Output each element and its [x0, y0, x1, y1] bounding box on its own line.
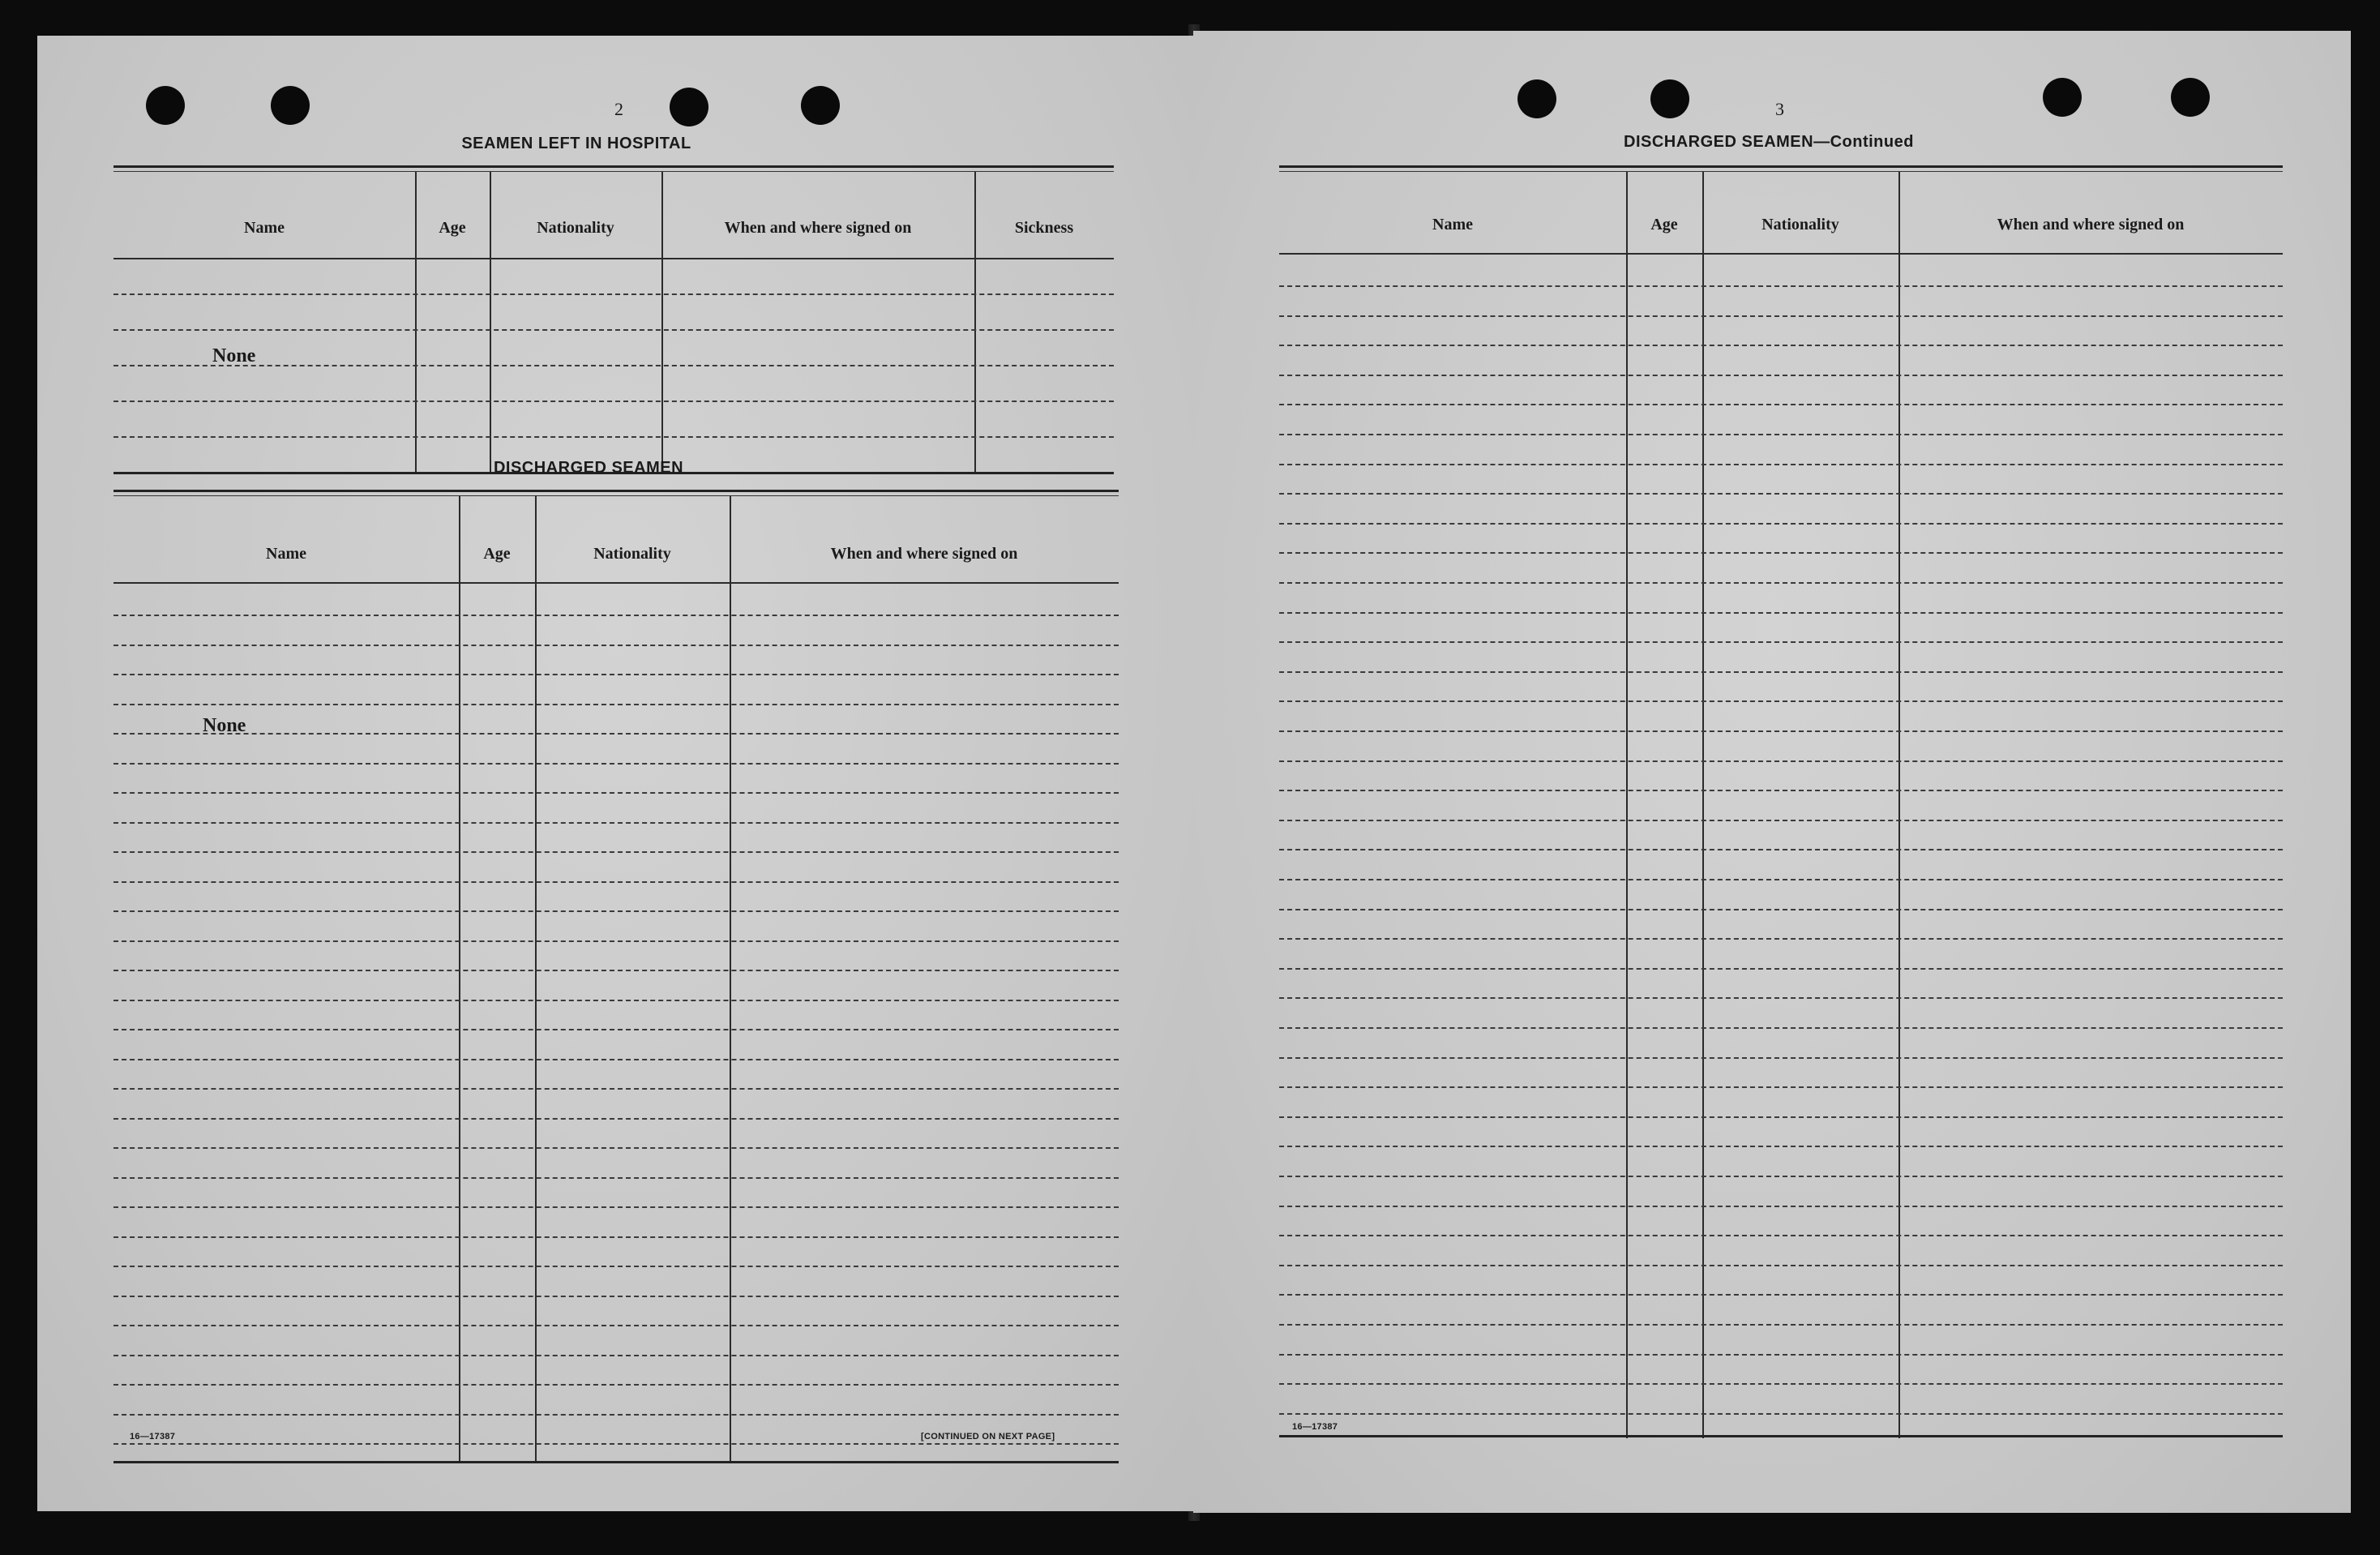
ruled-line: [113, 1088, 1119, 1090]
ruled-line: [1279, 1027, 2283, 1029]
ruled-line: [113, 1384, 1119, 1386]
ruled-line: [113, 1443, 1119, 1445]
column-header-name: Name: [1432, 216, 1473, 233]
column-header-age: Age: [1650, 216, 1678, 233]
ruled-line: [1279, 938, 2283, 940]
ruled-line: [1279, 641, 2283, 643]
ruled-line: [113, 1236, 1119, 1238]
ruled-line: [113, 1206, 1119, 1208]
ruled-line: [1279, 760, 2283, 762]
ruled-line: [1279, 700, 2283, 702]
ruled-line: [113, 1029, 1119, 1030]
ruled-line: [1279, 1057, 2283, 1059]
page-number: 3: [1775, 99, 1784, 119]
ruled-line: [1279, 434, 2283, 435]
ruled-line: [1279, 730, 2283, 732]
ruled-line: [113, 1059, 1119, 1060]
ruled-line: [1279, 671, 2283, 673]
column-header-signed-on: When and where signed on: [724, 219, 912, 237]
ruled-line: [1279, 879, 2283, 880]
ruled-line: [113, 1414, 1119, 1416]
ruled-line: [113, 674, 1119, 675]
ruled-line: [113, 1118, 1119, 1120]
discharged-table: [113, 490, 1119, 1463]
ruled-line: [1279, 909, 2283, 910]
punch-hole: [146, 86, 185, 125]
punch-hole: [2171, 78, 2210, 117]
right-page: [1193, 31, 2351, 1513]
ruled-line: [113, 970, 1119, 971]
ruled-line: [1279, 464, 2283, 465]
ruled-line: [113, 704, 1119, 705]
ruled-line: [1279, 1116, 2283, 1118]
column-header-nationality: Nationality: [537, 219, 614, 237]
ruled-line: [1279, 1413, 2283, 1415]
discharged-section-title: DISCHARGED SEAMEN: [493, 459, 684, 477]
ruled-line: [113, 1266, 1119, 1267]
hospital-table: [113, 165, 1114, 473]
punch-hole: [1650, 79, 1689, 118]
column-header-sickness: Sickness: [1014, 219, 1074, 237]
column-header-signed-on: When and where signed on: [830, 545, 1018, 563]
ruled-line: [1279, 1176, 2283, 1177]
page-number: 2: [614, 99, 623, 119]
form-number: 16—17387: [130, 1432, 176, 1441]
ruled-line: [113, 851, 1119, 853]
ruled-line: [1279, 582, 2283, 584]
ruled-line: [1279, 849, 2283, 850]
column-header-nationality: Nationality: [593, 545, 671, 563]
punch-hole: [801, 86, 840, 125]
ruled-line: [1279, 1324, 2283, 1326]
ruled-line: [1279, 1146, 2283, 1147]
column-header-age: Age: [483, 545, 511, 563]
ruled-line: [1279, 968, 2283, 970]
ruled-line: [1279, 1206, 2283, 1207]
column-header-name: Name: [266, 545, 306, 563]
ruled-line: [113, 615, 1119, 616]
ruled-line: [113, 822, 1119, 824]
ruled-line: [1279, 1354, 2283, 1356]
ruled-line: [1279, 1086, 2283, 1088]
ruled-line: [113, 792, 1119, 794]
ruled-line: [1279, 790, 2283, 791]
ruled-line: [1279, 375, 2283, 376]
ruled-line: [1279, 820, 2283, 821]
ruled-line: [1279, 612, 2283, 614]
ruled-line: [113, 881, 1119, 883]
ruled-line: [113, 645, 1119, 646]
hospital-section-title: SEAMEN LEFT IN HOSPITAL: [461, 135, 691, 152]
punch-hole: [670, 88, 708, 126]
punch-hole: [2043, 78, 2082, 117]
form-number: 16—17387: [1292, 1422, 1338, 1432]
ruled-line: [1279, 552, 2283, 554]
discharged-continued-title: DISCHARGED SEAMEN—Continued: [1624, 133, 1914, 151]
ruled-line: [113, 910, 1119, 912]
column-header-name: Name: [244, 219, 285, 237]
ruled-line: [113, 1147, 1119, 1149]
discharged-continued-table: [1279, 165, 2283, 1438]
ruled-line: [113, 1325, 1119, 1326]
ruled-line: [1279, 1383, 2283, 1385]
column-header-nationality: Nationality: [1761, 216, 1839, 233]
ruled-line: [113, 1355, 1119, 1356]
hospital-none-entry: None: [212, 345, 256, 366]
ruled-line: [1279, 315, 2283, 317]
ruled-line: [113, 763, 1119, 765]
left-page: [37, 36, 1193, 1511]
discharged-none-entry: None: [203, 715, 246, 736]
ruled-line: [113, 733, 1119, 735]
ruled-line: [1279, 404, 2283, 405]
punch-hole: [271, 86, 310, 125]
ruled-line: [1279, 285, 2283, 287]
ruled-line: [1279, 1235, 2283, 1236]
ruled-line: [113, 940, 1119, 942]
ruled-line: [113, 1296, 1119, 1297]
ruled-line: [113, 1177, 1119, 1179]
column-header-signed-on: When and where signed on: [1997, 216, 2185, 233]
ruled-line: [1279, 523, 2283, 525]
ruled-line: [1279, 345, 2283, 346]
punch-hole: [1517, 79, 1556, 118]
ruled-line: [1279, 997, 2283, 999]
column-header-age: Age: [439, 219, 466, 237]
ruled-line: [113, 1000, 1119, 1001]
ruled-line: [1279, 1265, 2283, 1266]
continued-note: [CONTINUED ON NEXT PAGE]: [921, 1432, 1055, 1441]
ruled-line: [1279, 493, 2283, 495]
ruled-line: [1279, 1294, 2283, 1296]
